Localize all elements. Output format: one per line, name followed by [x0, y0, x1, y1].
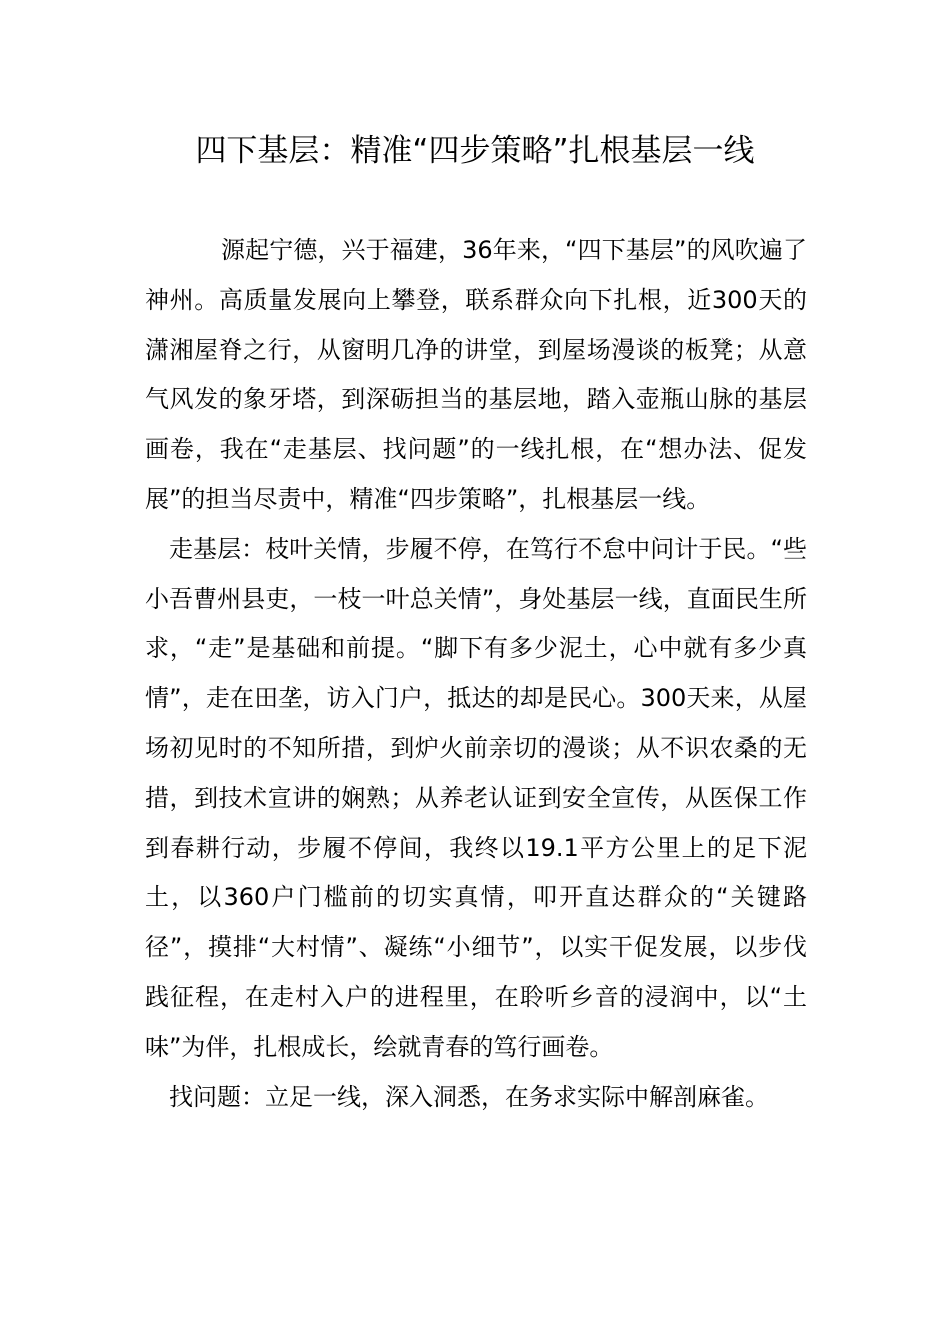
paragraph-walk-grassroots: 走基层：枝叶关情，步履不停，在笃行不怠中问计于民。“些小吾曹州县吏，一枝一叶总关情”，身处基层一线，直面民生所求，“走”是基础和前提。“脚下有多少泥土，心中就有多少真情”，走在田垄，访入门户，抵达的却是民心。300天来，从屋场初见时的不知所措，到炉火前亲切的漫谈；从不识农桑的无措，到技术宣讲的娴熟；从养老认证到安全宣传，从医保工作到春耕行动，步履不停间，我终以19.1平方公里上的足下泥土，以360户门槛前的切实真情，叩开直达群众的“关键路径”，摸排“大村情”、凝练“小细节”，以实干促发展，以步伐践征程，在走村入户的进程里，在聆听乡音的浸润中，以“土味”为伴，扎根成长，绘就青春的笃行画卷。: [145, 534, 807, 1061]
document-body: [145, 226, 807, 1122]
paragraph-intro: 源起宁德，兴于福建，36年来，“四下基层”的风吹遍了神州。高质量发展向上攀登，联系群众向下扎根，近300天的潇湘屋脊之行，从窗明几净的讲堂，到屋场漫谈的板凳；从意气风发的象牙塔，到深砺担当的基层地，踏入壶瓶山脉的基层画卷，我在“走基层、找问题”的一线扎根，在“想办法、促发展”的担当尽责中，精准“四步策略”，扎根基层一线。: [145, 236, 807, 513]
document-title: 四下基层：精准“四步策略”扎根基层一线: [195, 133, 755, 169]
paragraph-find-problems: 找问题：立足一线，深入洞悉，在务求实际中解剖麻雀。: [169, 1082, 769, 1111]
